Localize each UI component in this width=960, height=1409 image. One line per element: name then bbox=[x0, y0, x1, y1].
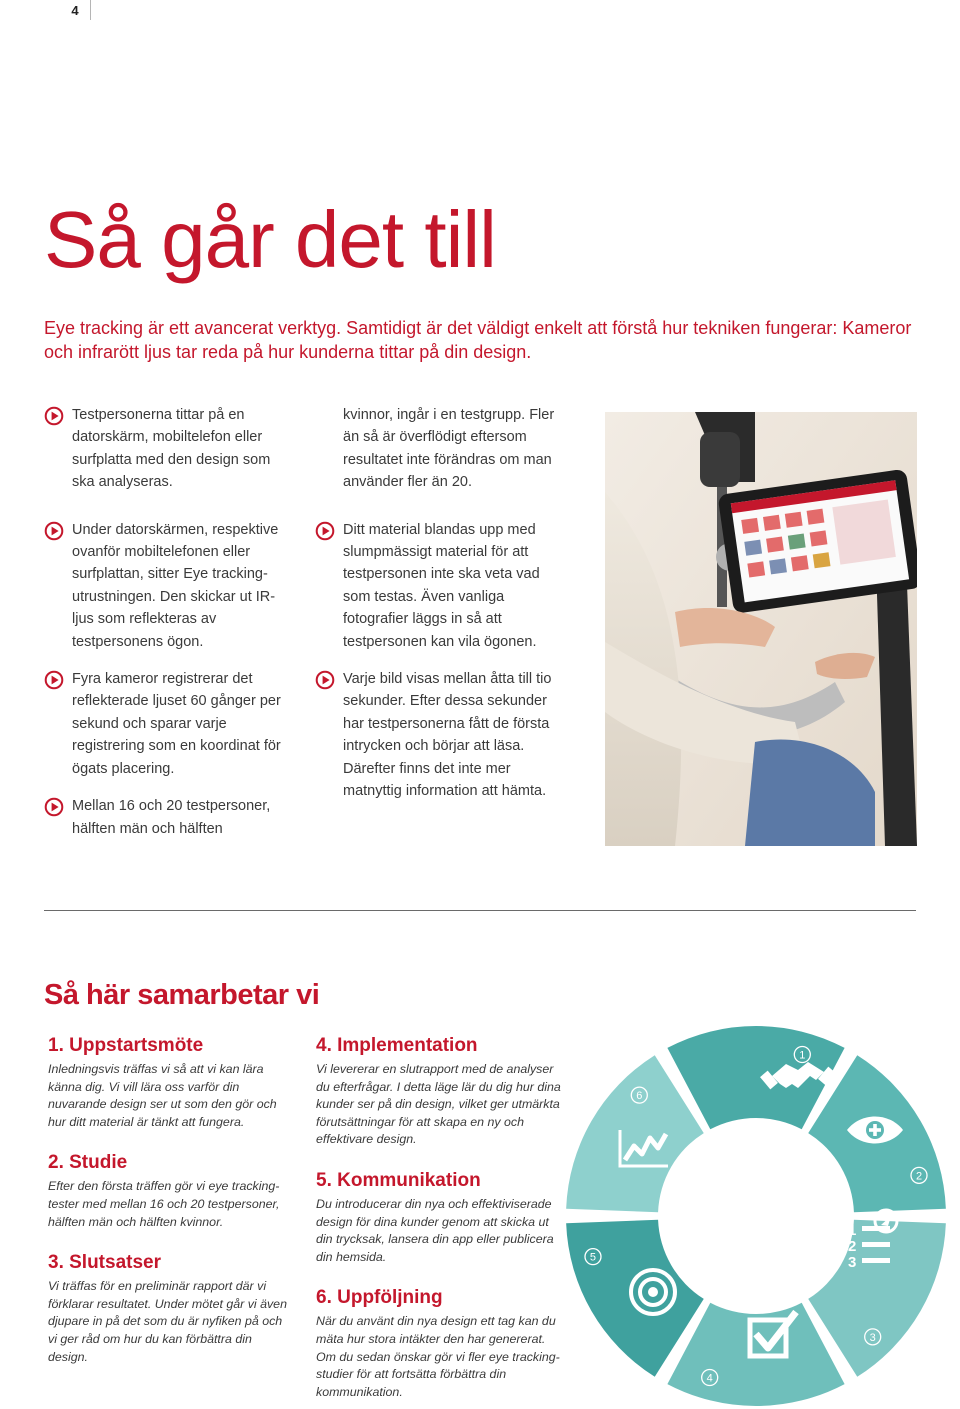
step-text: Vi levererar en slutrapport med de analyser du efterfrågar. I detta läge lär du dig hur dina kunder ser på din design, vilket ger utmärkta förutsättningar för att skapa en ny och effektivare design. bbox=[316, 1062, 561, 1147]
bullet-text: Ditt material blandas upp med slumpmässigt material för att testpersonen inte ska veta vad som testas. Även vanliga fotografier läggs in så att testpersonen kan vila ögonen. bbox=[343, 521, 540, 650]
step-item bbox=[316, 1033, 566, 1149]
list-digit: 2 bbox=[848, 1238, 857, 1255]
bullet-item bbox=[44, 668, 294, 780]
step-text: Inledningsvis träffas vi så att vi kan lära känna dig. Vi vill lära oss varför din nuvarande design ser ut som den gör och hur ditt material är tänkt att fungera. bbox=[48, 1062, 277, 1129]
bullet-column-2 bbox=[315, 404, 565, 803]
step-item bbox=[48, 1033, 293, 1131]
play-circle-icon bbox=[44, 521, 64, 541]
section-divider bbox=[44, 910, 916, 911]
play-circle-icon bbox=[44, 406, 64, 426]
step-title: 6. Uppföljning bbox=[316, 1287, 443, 1309]
bullet-text: kvinnor, ingår i en testgrupp. Fler än så är överflödigt eftersom resultatet inte förändras om man använder fler än 20. bbox=[343, 407, 555, 491]
play-circle-icon bbox=[315, 521, 335, 541]
bullet-text: Fyra kameror registrerar det reflekterade ljuset 60 gånger per sekund och sparar varje registrering som en koordinat för ögats placering. bbox=[72, 671, 281, 777]
step-number: 4 bbox=[706, 1372, 713, 1385]
bullet-item bbox=[315, 519, 565, 653]
process-wheel bbox=[560, 1020, 940, 1409]
step-item bbox=[48, 1150, 293, 1231]
step-number: 1 bbox=[799, 1049, 806, 1062]
step-text: Efter den första träffen gör vi eye tracking-tester med mellan 16 och 20 testpersoner, hälften män och hälften kvinnor. bbox=[48, 1179, 280, 1229]
tablet-eye-tracking-photo bbox=[605, 412, 917, 846]
bullet-continuation bbox=[315, 404, 565, 494]
bullet-text: Varje bild visas mellan åtta till tio sekunder. Efter dessa sekunder har testpersonerna fått de första intrycken och börjar att läsa. Därefter finns det inte mer matnyttig information att hämta. bbox=[343, 671, 552, 800]
step-title: 4. Implementation bbox=[316, 1035, 478, 1056]
bullet-text: Mellan 16 och 20 testpersoner, hälften män och hälften bbox=[72, 798, 271, 837]
wheel-segment bbox=[566, 1055, 704, 1212]
list-digit: 3 bbox=[848, 1254, 857, 1271]
bullet-item bbox=[44, 795, 294, 840]
step-title: 3. Slutsatser bbox=[48, 1252, 161, 1274]
step-number: 6 bbox=[636, 1090, 643, 1103]
steps-column-right bbox=[316, 1033, 566, 1401]
wheel-segments bbox=[566, 1026, 946, 1406]
step-title: 5. Kommunikation bbox=[316, 1169, 481, 1191]
bullet-item bbox=[44, 404, 294, 494]
step-number: 5 bbox=[589, 1251, 597, 1264]
step-text: Du introducerar din nya och effektiviserade design för dina kunder genom att skicka ut din trycksak, lansera din app eller publicera din hemsida. bbox=[316, 1196, 554, 1264]
step-text: Vi träffas för en preliminär rapport där vi förklarar resultatet. Under mötet går vi även djupare in på det som du är nyfiken på och vi ger råd om hur du kan förbättra din design. bbox=[48, 1279, 287, 1364]
bullet-item bbox=[44, 519, 294, 653]
step-item bbox=[48, 1250, 293, 1366]
bullet-text: Under datorskärmen, respektive ovanför mobiltelefonen eller surfplattan, sitter Eye tracking-utrustningen. Den skickar ut IR-ljus som reflekteras av testpersonens ögon. bbox=[72, 521, 279, 650]
step-title: 1. Uppstartsmöte bbox=[48, 1035, 204, 1056]
bullet-column-1 bbox=[44, 404, 294, 840]
wheel-segment bbox=[566, 1220, 704, 1377]
section-title: Så här samarbetar vi bbox=[44, 979, 320, 1011]
intro-text: Eye tracking är ett avancerat verktyg. Samtidigt är det väldigt enkelt att förstå hur tekniken fungerar: Kameror och infrarött ljus tar reda på hur kunderna tittar på din design. bbox=[44, 318, 912, 362]
play-circle-icon bbox=[44, 670, 64, 690]
bullet-text: Testpersonerna tittar på en datorskärm, mobiltelefon eller surfplatta med den design som ska analyseras. bbox=[72, 407, 271, 491]
play-circle-icon bbox=[315, 670, 335, 690]
page-title: Så går det till bbox=[44, 195, 496, 284]
page-number: 4 bbox=[60, 0, 91, 20]
step-item bbox=[316, 1168, 566, 1266]
step-text: När du använt din nya design ett tag kan du mäta hur stora intäkter den har genererat. Om du sedan önskar gör vi fler eye tracking-studier för att fortsätta förbättra din kommunikation. bbox=[316, 1314, 560, 1399]
step-item bbox=[316, 1285, 566, 1401]
steps-column-left bbox=[48, 1033, 293, 1366]
step-number: 3 bbox=[869, 1331, 876, 1344]
step-number: 2 bbox=[915, 1170, 923, 1183]
step-title: 2. Studie bbox=[48, 1152, 128, 1174]
list-digit: 1 bbox=[848, 1222, 857, 1239]
bullet-item bbox=[315, 668, 565, 802]
play-circle-icon bbox=[44, 797, 64, 817]
